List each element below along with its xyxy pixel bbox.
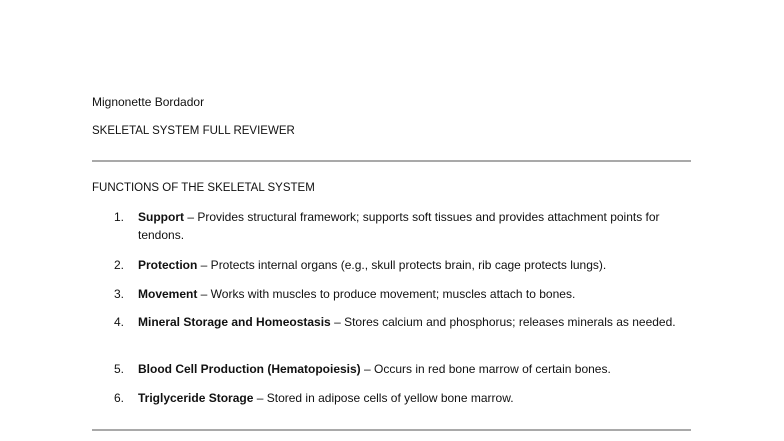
list-item-number: 2. (114, 258, 125, 272)
function-description: – Provides structural framework; supports soft tissues and provides attachment points for tendons. (138, 210, 660, 242)
list-item-text (138, 285, 683, 303)
list-item-number: 5. (114, 362, 125, 376)
list-item-text (138, 208, 683, 244)
function-description: – Protects internal organs (e.g., skull protects brain, rib cage protects lungs). (197, 258, 607, 272)
function-name: Movement (138, 287, 198, 301)
document-title: SKELETAL SYSTEM FULL REVIEWER (92, 125, 295, 137)
function-description: – Occurs in red bone marrow of certain bones. (360, 362, 611, 376)
function-name: Blood Cell Production (Hematopoiesis) (138, 362, 361, 376)
author-name: Mignonette Bordador (92, 95, 205, 109)
list-item-number: 6. (114, 391, 125, 405)
function-description: – Stored in adipose cells of yellow bone marrow. (253, 391, 514, 405)
list-item-text (138, 389, 683, 407)
function-description: – Stores calcium and phosphorus; releases minerals as needed. (330, 315, 676, 329)
function-name: Support (138, 210, 184, 224)
list-item-text (138, 313, 683, 331)
list-item-text (138, 360, 683, 378)
bottom-divider (92, 429, 691, 431)
section-heading: FUNCTIONS OF THE SKELETAL SYSTEM (92, 182, 315, 194)
list-item-number: 4. (114, 315, 125, 329)
top-divider (92, 160, 691, 162)
function-name: Mineral Storage and Homeostasis (138, 315, 331, 329)
function-name: Triglyceride Storage (138, 391, 254, 405)
list-item-number: 3. (114, 287, 125, 301)
list-item-text (138, 256, 683, 274)
function-name: Protection (138, 258, 198, 272)
function-description: – Works with muscles to produce movement; muscles attach to bones. (197, 287, 576, 301)
list-item-number: 1. (114, 210, 125, 224)
